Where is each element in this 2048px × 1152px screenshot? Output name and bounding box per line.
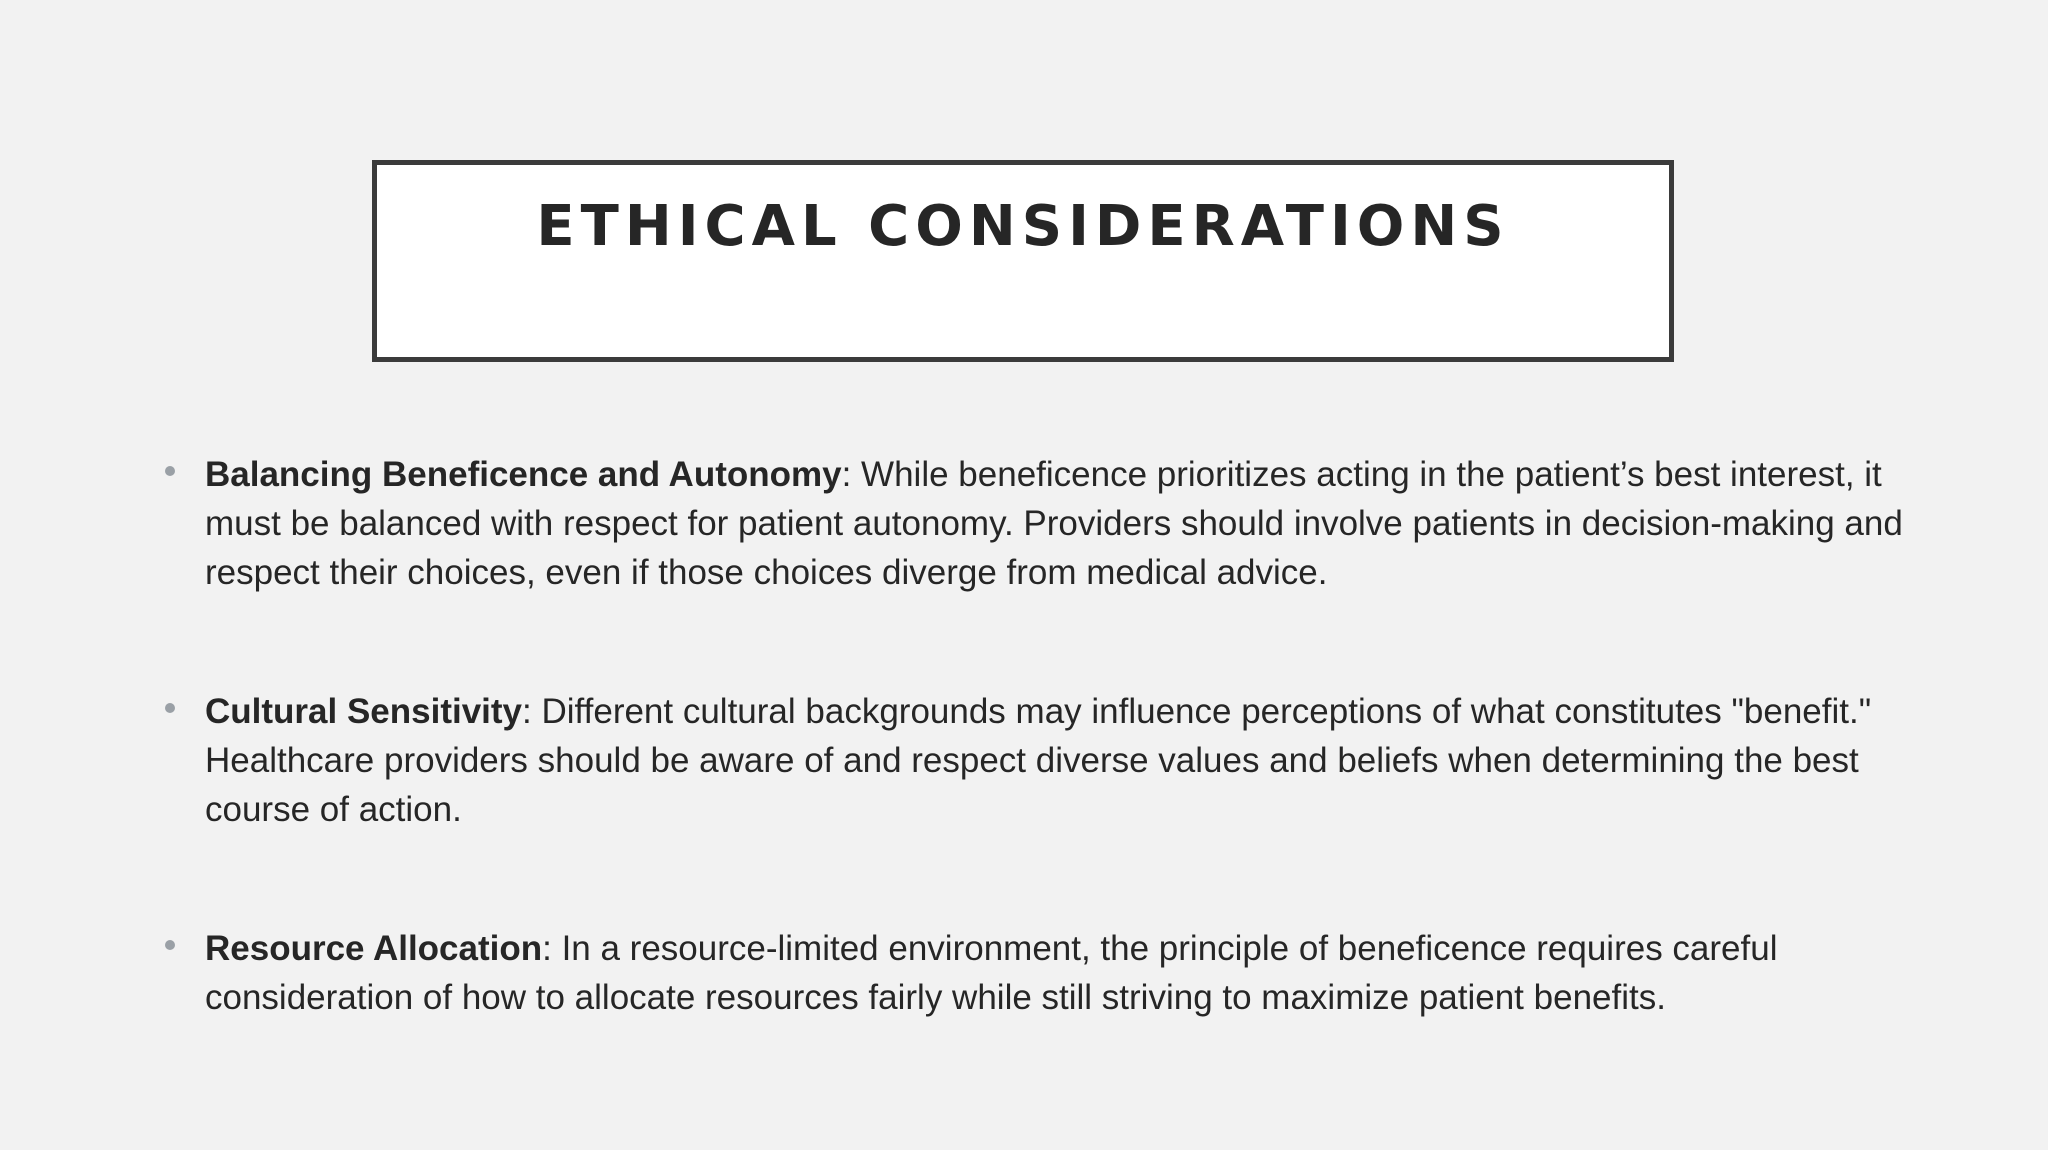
- bullet-item-beneficence-autonomy: [160, 450, 1920, 597]
- bullet-dot-icon: [165, 466, 175, 476]
- bullet-list: [160, 450, 1920, 1022]
- bullet-term: Resource Allocation: [205, 929, 543, 968]
- bullet-term: Cultural Sensitivity: [205, 692, 523, 731]
- bullet-text: : In a resource-limited environment, the principle of beneficence requires careful consideration of how to allocate resources fairly while still striving to maximize patient benefits.: [205, 929, 1778, 1017]
- bullet-item-resource-allocation: [160, 924, 1920, 1022]
- bullet-text: : While beneficence prioritizes acting in the patient’s best interest, it must be balanced with respect for patient autonomy. Providers should involve patients in decision-making and respect their choices, even if those choices diverge from medical advice.: [205, 455, 1903, 592]
- bullet-dot-icon: [165, 703, 175, 713]
- bullet-item-cultural-sensitivity: [160, 687, 1920, 834]
- slide-title: ETHICAL CONSIDERATIONS: [536, 194, 1510, 259]
- bullet-dot-icon: [165, 940, 175, 950]
- bullet-text: : Different cultural backgrounds may influence perceptions of what constitutes "benefit." Healthcare providers should be aware of and respect diverse values and beliefs when determining the best course of action.: [205, 692, 1872, 829]
- bullet-term: Balancing Beneficence and Autonomy: [205, 455, 842, 494]
- title-box: [372, 160, 1674, 362]
